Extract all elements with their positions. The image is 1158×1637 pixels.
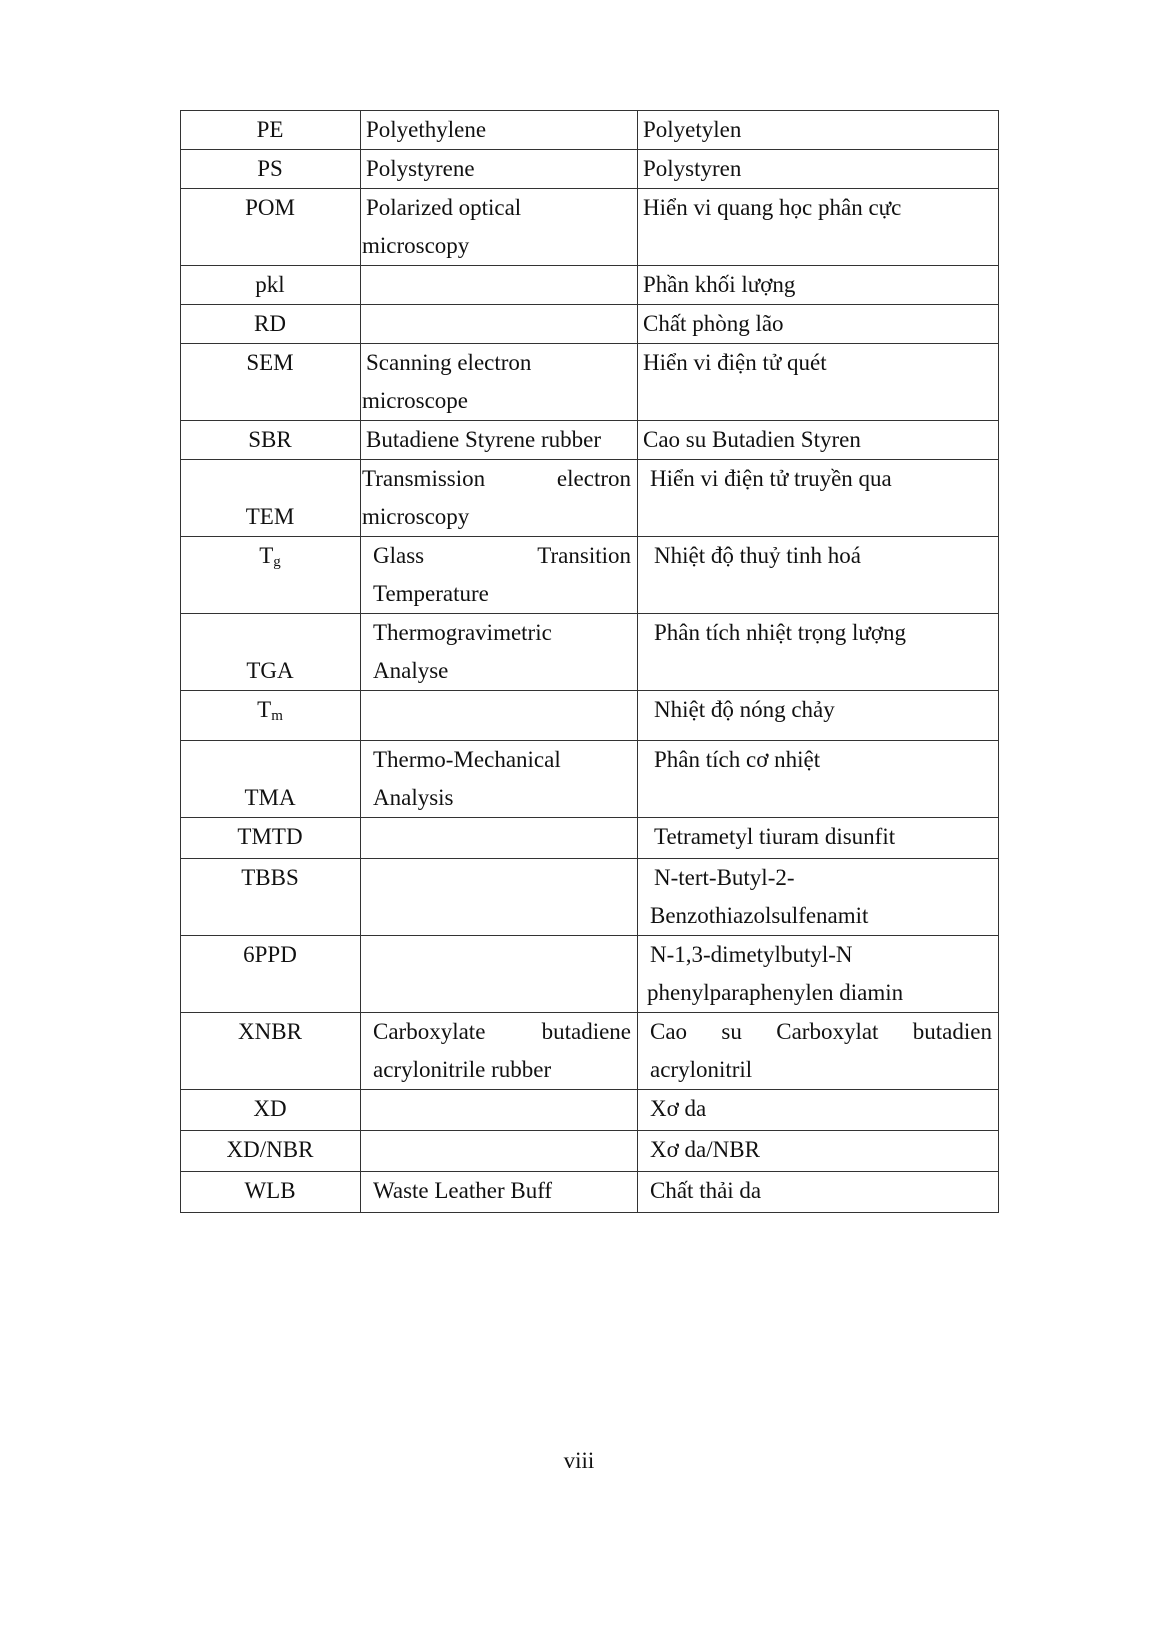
abbreviation-table — [180, 110, 999, 1213]
abbreviation-cell: TGA — [181, 614, 361, 691]
english-term-line: Transmission electron — [362, 466, 631, 491]
abbreviation-cell — [181, 537, 361, 614]
vietnamese-term-cell: Tetrametyl tiuram disunfit — [638, 818, 999, 859]
vietnamese-term-line: N-tert-Butyl-2- — [654, 865, 795, 890]
vietnamese-term-cell: Hiển vi điện tử truyền qua — [638, 460, 999, 537]
english-term-cell — [361, 818, 638, 859]
english-term-line: microscopy — [362, 233, 470, 258]
english-term-cell — [361, 344, 638, 421]
english-term-line: Polarized optical — [366, 195, 522, 220]
vietnamese-term-cell: Xơ da — [638, 1090, 999, 1131]
table-row — [181, 741, 999, 818]
english-term-cell — [361, 189, 638, 266]
vietnamese-term-cell — [638, 1013, 999, 1090]
english-term-cell — [361, 305, 638, 344]
english-term-cell — [361, 1090, 638, 1131]
table-row — [181, 1131, 999, 1172]
table-row — [181, 266, 999, 305]
vietnamese-term-cell: Nhiệt độ nóng chảy — [638, 691, 999, 741]
vietnamese-term-cell: Cao su Butadien Styren — [638, 421, 999, 460]
abbreviation-cell: SBR — [181, 421, 361, 460]
english-term-line: Thermogravimetric — [373, 620, 552, 645]
abbreviation-cell: TEM — [181, 460, 361, 537]
table-row — [181, 421, 999, 460]
english-term-line: Glass Transition — [373, 543, 631, 568]
english-term-line: microscopy — [362, 504, 470, 529]
table-row — [181, 344, 999, 421]
page-number: viii — [563, 1448, 595, 1473]
english-term-line: Scanning electron — [366, 350, 532, 375]
abbreviation-cell: 6PPD — [181, 936, 361, 1013]
abbreviation-cell: XD — [181, 1090, 361, 1131]
english-term-line: microscope — [362, 388, 469, 413]
table-row — [181, 460, 999, 537]
vietnamese-term-cell: Hiển vi điện tử quét — [638, 344, 999, 421]
vietnamese-term-cell: Chất thải da — [638, 1172, 999, 1213]
vietnamese-term-cell: Phần khối lượng — [638, 266, 999, 305]
vietnamese-term-cell: Chất phòng lão — [638, 305, 999, 344]
english-term-cell — [361, 936, 638, 1013]
vietnamese-term-cell: Polyetylen — [638, 111, 999, 150]
abbreviation-cell: PS — [181, 150, 361, 189]
vietnamese-term-line: Benzothiazolsulfenamit — [650, 903, 869, 928]
abbreviation-base: T — [259, 543, 274, 568]
table-row — [181, 1090, 999, 1131]
table-row — [181, 691, 999, 741]
table-row — [181, 537, 999, 614]
abbreviation-cell: SEM — [181, 344, 361, 421]
vietnamese-term-cell: Phân tích cơ nhiệt — [638, 741, 999, 818]
english-term-cell: Polystyrene — [361, 150, 638, 189]
vietnamese-term-cell: Hiển vi quang học phân cực — [638, 189, 999, 266]
vietnamese-term-cell: Nhiệt độ thuỷ tinh hoá — [638, 537, 999, 614]
table-row — [181, 818, 999, 859]
english-term-cell: Butadiene Styrene rubber — [361, 421, 638, 460]
vietnamese-term-line: Cao su Carboxylat butadien — [650, 1019, 992, 1044]
table-row — [181, 614, 999, 691]
english-term-cell: Polyethylene — [361, 111, 638, 150]
abbreviation-cell: TMTD — [181, 818, 361, 859]
english-term-cell — [361, 859, 638, 936]
english-term-line: acrylonitrile rubber — [373, 1057, 552, 1082]
vietnamese-term-line: N-1,3-dimetylbutyl-N — [650, 942, 853, 967]
abbreviation-cell: TMA — [181, 741, 361, 818]
table-row — [181, 1013, 999, 1090]
english-term-cell — [361, 460, 638, 537]
english-term-cell — [361, 691, 638, 741]
vietnamese-term-line: phenylparaphenylen diamin — [647, 980, 904, 1005]
english-term-cell — [361, 1131, 638, 1172]
abbreviation-cell: XNBR — [181, 1013, 361, 1090]
vietnamese-term-cell: Polystyren — [638, 150, 999, 189]
vietnamese-term-cell: Phân tích nhiệt trọng lượng — [638, 614, 999, 691]
table-row — [181, 1172, 999, 1213]
table-row — [181, 936, 999, 1013]
abbreviation-cell — [181, 691, 361, 741]
table-row — [181, 111, 999, 150]
abbreviation-cell: WLB — [181, 1172, 361, 1213]
english-term-cell — [361, 741, 638, 818]
table-row — [181, 859, 999, 936]
vietnamese-term-cell — [638, 936, 999, 1013]
table-row — [181, 189, 999, 266]
table-row — [181, 305, 999, 344]
vietnamese-term-cell — [638, 859, 999, 936]
english-term-cell — [361, 266, 638, 305]
vietnamese-term-cell: Xơ da/NBR — [638, 1131, 999, 1172]
abbreviation-cell: XD/NBR — [181, 1131, 361, 1172]
english-term-cell — [361, 614, 638, 691]
english-term-cell — [361, 537, 638, 614]
abbreviation-cell: POM — [181, 189, 361, 266]
english-term-line: Analysis — [373, 785, 454, 810]
abbreviation-cell: TBBS — [181, 859, 361, 936]
abbreviation-cell: RD — [181, 305, 361, 344]
english-term-line: Analyse — [373, 658, 449, 683]
abbreviation-cell: pkl — [181, 266, 361, 305]
abbreviation-subscript: m — [271, 708, 283, 724]
english-term-line: Thermo-Mechanical — [373, 747, 561, 772]
english-term-line: Temperature — [373, 581, 489, 606]
abbreviation-base: T — [257, 697, 272, 722]
english-term-cell: Waste Leather Buff — [361, 1172, 638, 1213]
abbreviation-cell: PE — [181, 111, 361, 150]
table-row — [181, 150, 999, 189]
english-term-cell — [361, 1013, 638, 1090]
abbreviation-subscript: g — [273, 554, 281, 570]
vietnamese-term-line: acrylonitril — [650, 1057, 753, 1082]
english-term-line: Carboxylate butadiene — [373, 1019, 631, 1044]
